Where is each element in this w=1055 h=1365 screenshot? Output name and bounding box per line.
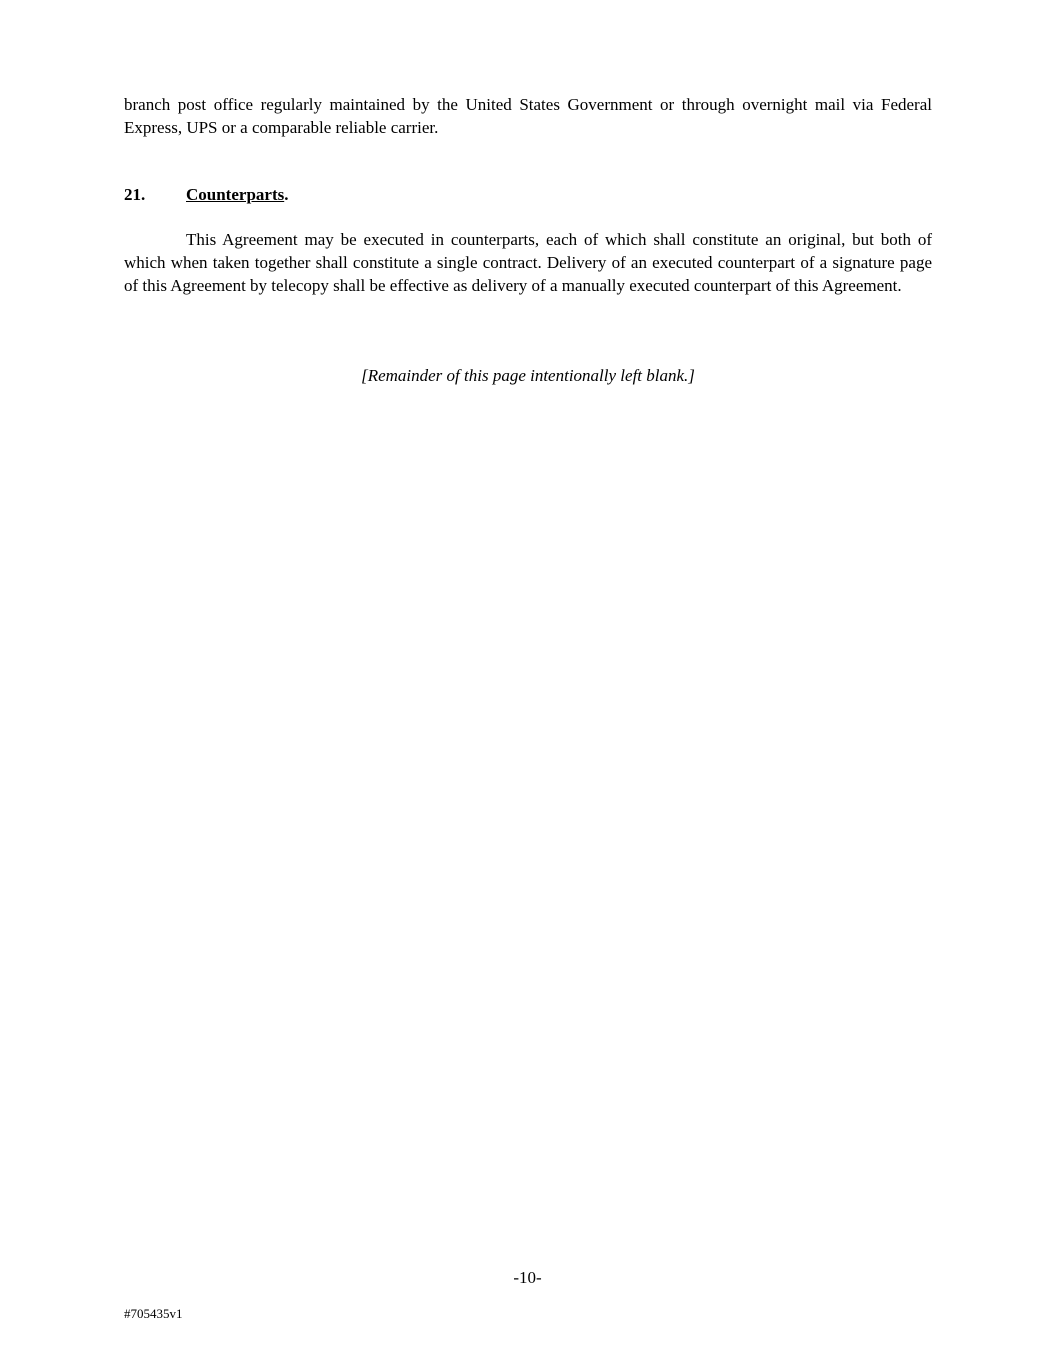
section-title-period: . bbox=[284, 185, 289, 204]
page-number: -10- bbox=[513, 1268, 542, 1287]
document-reference-number: #705435v1 bbox=[124, 1306, 183, 1321]
section-title: Counterparts bbox=[186, 185, 285, 204]
section-heading bbox=[124, 183, 932, 206]
section-number: 21. bbox=[124, 185, 146, 204]
document-content bbox=[124, 93, 932, 387]
remainder-notice: [Remainder of this page intentionally left blank.] bbox=[361, 366, 695, 385]
section-body-paragraph: This Agreement may be executed in counterparts, each of which shall constitute an original, but both of which when taken together shall constitute a single contract. Delivery of an executed counterpart of a signature page of this Agreement by telecopy shall be effective as delivery of a manually executed counterpart of this Agreement. bbox=[124, 230, 932, 295]
continuation-paragraph: branch post office regularly maintained by the United States Government or through overnight mail via Federal Express, UPS or a comparable reliable carrier. bbox=[124, 95, 932, 137]
